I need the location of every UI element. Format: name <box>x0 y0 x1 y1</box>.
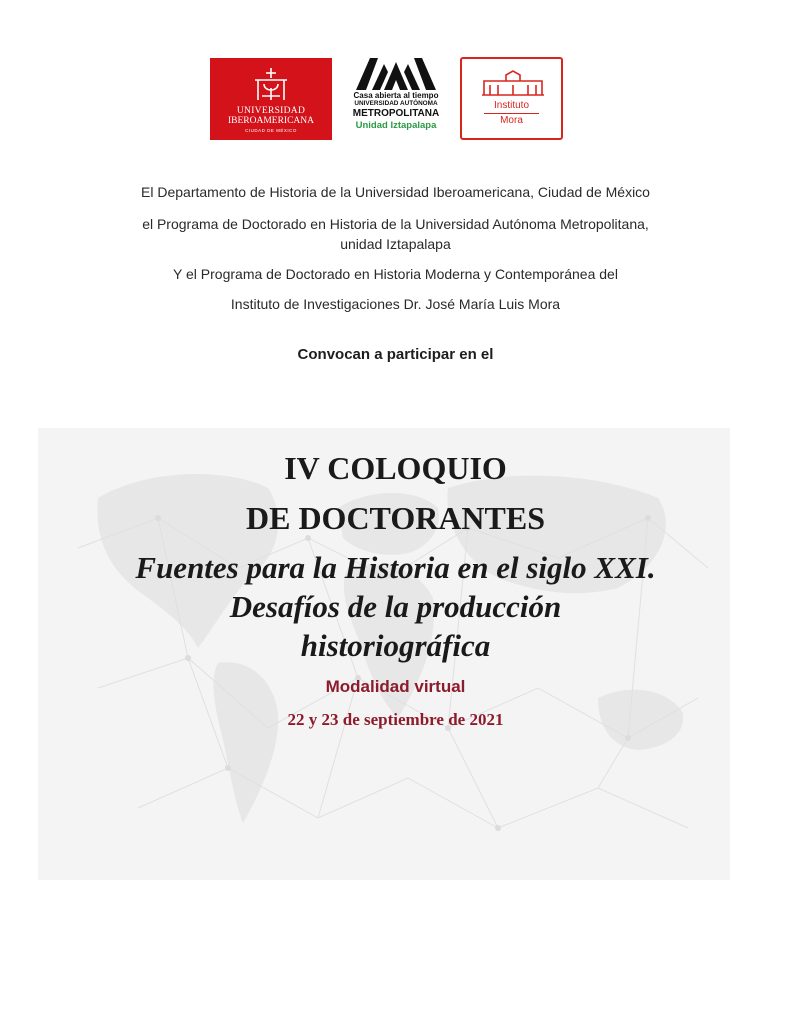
uam-mark-icon <box>354 56 438 90</box>
event-modality: Modalidad virtual <box>325 677 466 696</box>
event-subtitle-line3: historiográfica <box>300 628 491 663</box>
logo-row <box>0 56 791 144</box>
uam-logo <box>348 56 444 142</box>
convener-line-2a: el Programa de Doctorado en Historia de la Universidad Autónoma Metropolitana, <box>142 216 649 232</box>
convener-line-1: El Departamento de Historia de la Universidad Iberoamericana, Ciudad de México <box>141 184 650 200</box>
ibero-logo <box>210 58 332 140</box>
event-dates: 22 y 23 de septiembre de 2021 <box>287 710 504 729</box>
event-subtitle-line2: Desafíos de la producción <box>229 589 562 624</box>
uam-motto: Casa abierta al tiempo <box>353 91 439 100</box>
uam-unit: Unidad Iztapalapa <box>355 120 437 131</box>
uam-name-line2: METROPOLITANA <box>352 108 440 119</box>
mora-name-line2: Mora <box>500 115 523 126</box>
event-subtitle-line1: Fuentes para la Historia en el siglo XXI. <box>135 550 656 585</box>
ibero-city: CIUDAD DE MÉXICO <box>245 128 297 133</box>
convener-line-4: Instituto de Investigaciones Dr. José María Luis Mora <box>230 296 561 312</box>
event-title-line2: DE DOCTORANTES <box>245 500 546 536</box>
mora-name-line1: Instituto <box>493 100 530 111</box>
mora-divider <box>484 113 539 114</box>
event-title-line1: IV COLOQUIO <box>284 450 507 486</box>
convener-line-3: Y el Programa de Doctorado en Historia Moderna y Contemporánea del <box>173 266 618 282</box>
mora-building-icon <box>480 69 546 97</box>
call-to-participate: Convocan a participar en el <box>297 346 494 363</box>
ibero-name-line2: IBEROAMERICANA <box>227 116 315 126</box>
ibero-name-line1: UNIVERSIDAD <box>236 106 306 116</box>
ibero-crest-icon <box>250 66 292 104</box>
uam-name-line1: UNIVERSIDAD AUTÓNOMA <box>354 100 438 107</box>
mora-logo <box>460 57 563 140</box>
convener-line-2b: unidad Iztapalapa <box>340 236 451 252</box>
convener-line-2 <box>0 214 791 254</box>
